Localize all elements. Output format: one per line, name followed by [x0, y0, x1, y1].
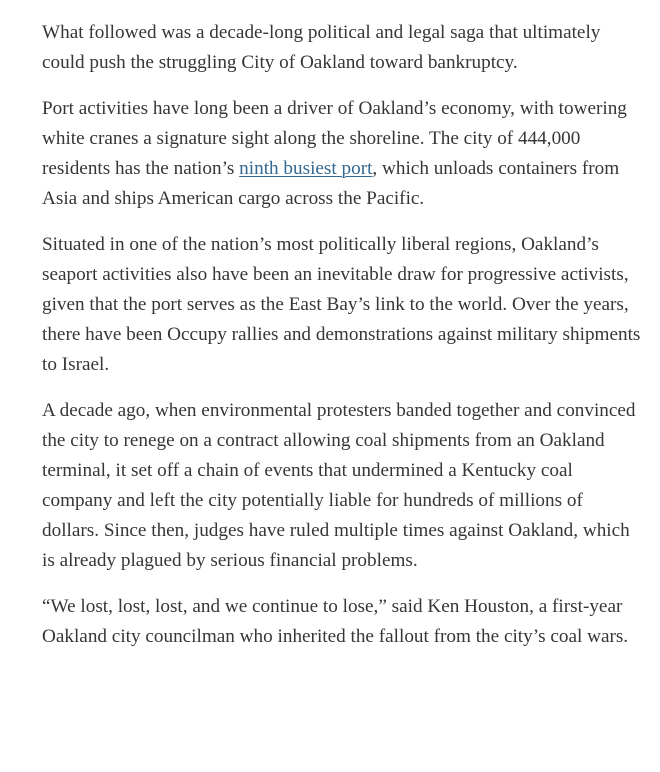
ninth-busiest-port-link[interactable]: ninth busiest port [239, 158, 373, 179]
paragraph-coal-contract: A decade ago, when environmental protesters banded together and convinced the city to renege on a contract allowing coal shipments from an Oakland terminal, it set off a chain of events that undermined a Kentucky coal company and left the city potentially liable for hundreds of millions of dollars. Since then, judges have ruled multiple times against Oakland, which is already plagued by serious financial problems. [42, 400, 636, 571]
paragraph-activists: Situated in one of the nation’s most politically liberal regions, Oakland’s seaport activities also have been an inevitable draw for progressive activists, given that the port serves as the East Bay’s link to the world. Over the years, there have been Occupy rallies and demonstrations against military shipments to Israel. [42, 234, 641, 375]
paragraph-port-activities [42, 94, 642, 214]
paragraph-port-text-after: , which unloads containers from Asia and ships American cargo across the Pacific. [42, 158, 620, 209]
paragraph-port-text-before: Port activities have long been a driver of Oakland’s economy, with towering white cranes a signature sight along the shoreline. The city of 444,000 residents has the nation’s [42, 98, 627, 179]
paragraph-saga: What followed was a decade-long political and legal saga that ultimately could push the struggling City of Oakland toward bankruptcy. [42, 22, 601, 73]
paragraph-quote-houston: “We lost, lost, lost, and we continue to lose,” said Ken Houston, a first-year Oakland city councilman who inherited the fallout from the city’s coal wars. [42, 596, 629, 647]
